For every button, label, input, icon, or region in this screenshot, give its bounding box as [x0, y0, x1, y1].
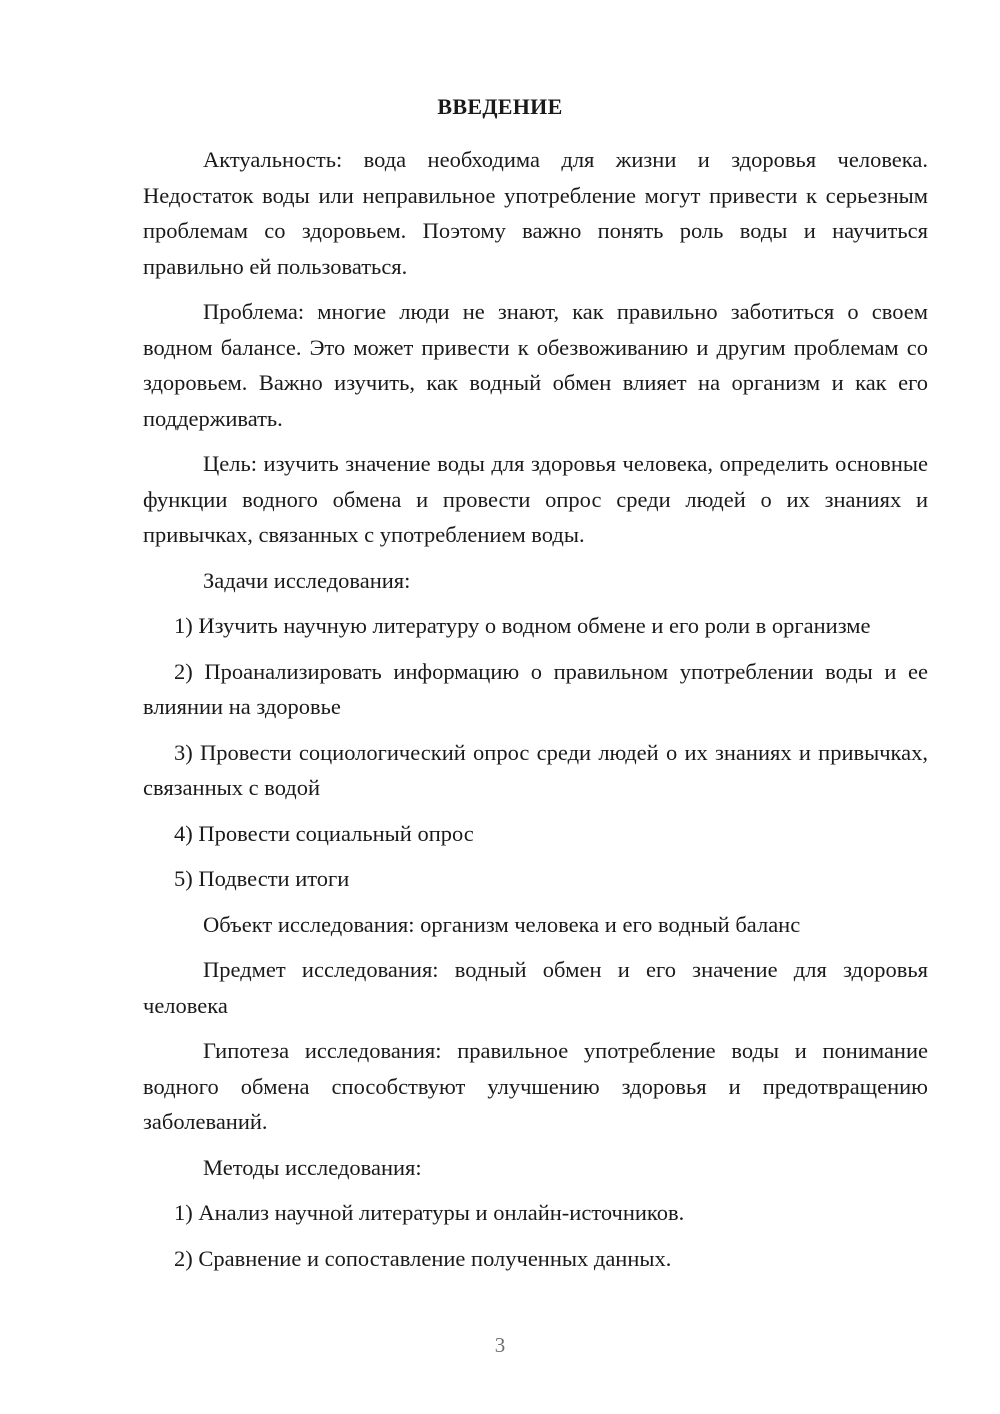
document-body [143, 142, 928, 1286]
method-item-1: 1) Анализ научной литературы и онлайн-источников. [174, 1200, 685, 1225]
goal-paragraph: Цель: изучить значение воды для здоровья человека, определить основные функции водного обмена и провести опрос среди людей о их знаниях и привычках, связанных с употреблением воды. [143, 451, 928, 547]
relevance-paragraph: Актуальность: вода необходима для жизни и здоровья человека. Недостаток воды или неправильное употребление могут привести к серьезным проблемам со здоровьем. Поэтому важно понять роль воды и научиться правильно ей пользоваться. [143, 147, 928, 279]
subject-paragraph: Предмет исследования: водный обмен и его значение для здоровья человека [143, 957, 928, 1018]
problem-paragraph: Проблема: многие люди не знают, как правильно заботиться о своем водном балансе. Это может привести к обезвоживанию и другим проблемам со здоровьем. Важно изучить, как водный обмен влияет на организм и как его поддерживать. [143, 299, 928, 431]
task-item-3: 3) Провести социологический опрос среди людей о их знаниях и привычках, связанных с водой [143, 739, 928, 800]
object-paragraph: Объект исследования: организм человека и его водный баланс [203, 911, 801, 937]
hypothesis-paragraph: Гипотеза исследования: правильное употребление воды и понимание водного обмена способствуют улучшению здоровья и предотвращению заболеваний. [143, 1038, 928, 1134]
page-title: ВВЕДЕНИЕ [437, 94, 563, 119]
task-item-4: 4) Провести социальный опрос [174, 820, 474, 846]
method-item-2: 2) Сравнение и сопоставление полученных данных. [174, 1245, 672, 1271]
task-item-1: 1) Изучить научную литературу о водном обмене и его роли в организме [174, 613, 871, 638]
page-number: 3 [494, 1333, 506, 1357]
methods-heading: Методы исследования: [203, 1154, 422, 1180]
task-item-5: 5) Подвести итоги [174, 866, 350, 891]
task-item-2: 2) Проанализировать информацию о правильном употреблении воды и ее влиянии на здоровье [143, 658, 928, 719]
tasks-heading: Задачи исследования: [203, 567, 411, 593]
